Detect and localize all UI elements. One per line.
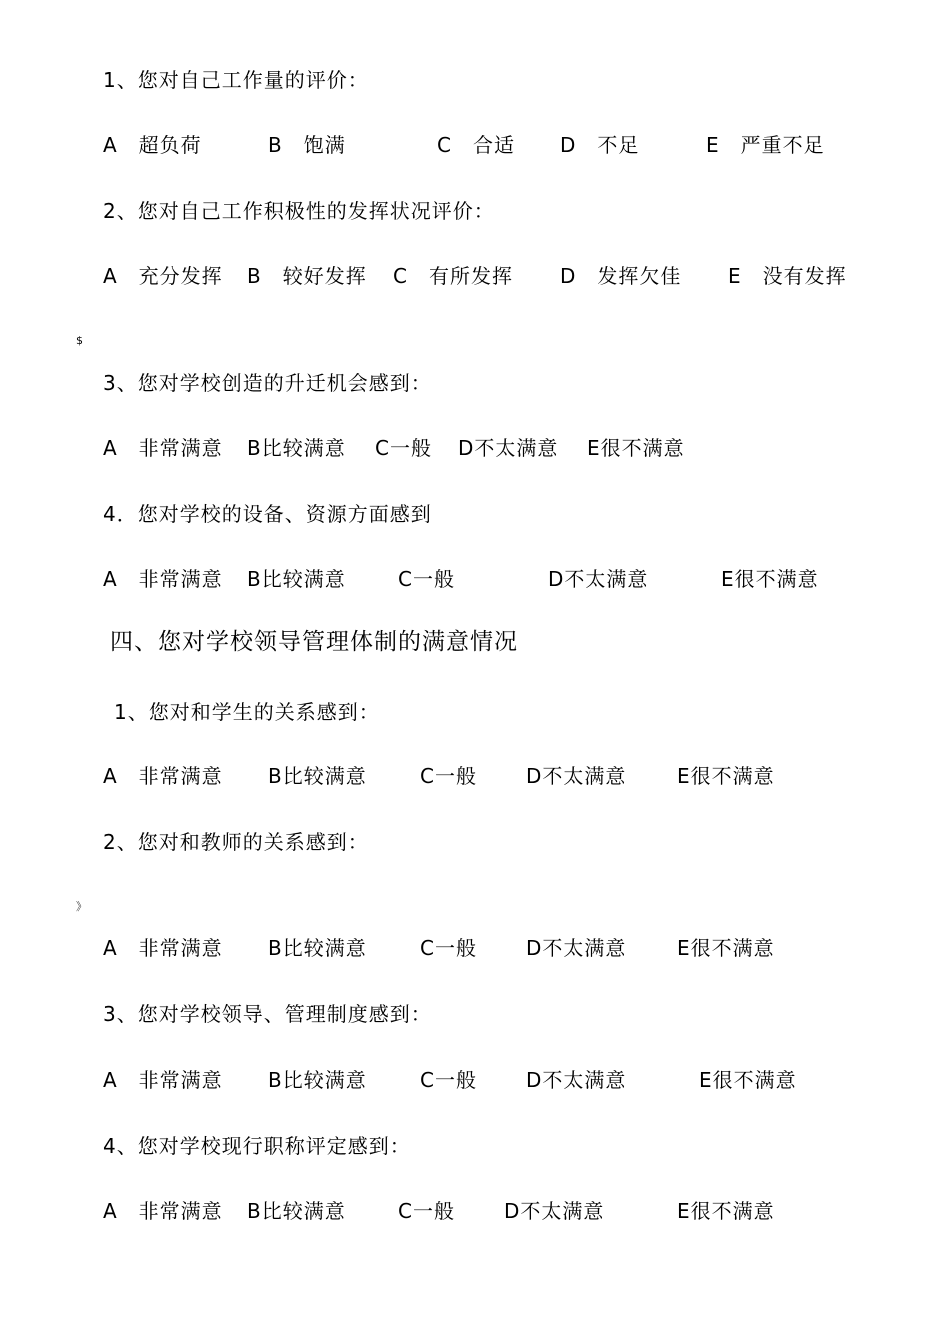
option-a: A 非常满意 (103, 436, 223, 460)
option-a: A 非常满意 (103, 1068, 223, 1092)
option-d: D不太满意 (526, 764, 627, 788)
option-e: E 严重不足 (706, 133, 825, 157)
option-e: E很不满意 (699, 1068, 797, 1092)
option-c: C一般 (375, 436, 432, 460)
option-c: C一般 (398, 1199, 455, 1223)
stray-mark: 》 (76, 900, 88, 913)
option-b: B 较好发挥 (247, 264, 367, 288)
option-b: B 饱满 (268, 133, 346, 157)
option-a: A 充分发挥 (103, 264, 223, 288)
option-c: C 有所发挥 (393, 264, 513, 288)
option-e: E 没有发挥 (728, 264, 847, 288)
option-e: E很不满意 (677, 1199, 775, 1223)
option-b: B比较满意 (247, 1199, 346, 1223)
option-c: C 合适 (437, 133, 515, 157)
option-a: A 非常满意 (103, 764, 223, 788)
option-a: A 非常满意 (103, 1199, 223, 1223)
question-2-text: 2、您对自己工作积极性的发挥状况评价： (103, 199, 495, 223)
option-d: D不太满意 (526, 1068, 627, 1092)
section-question-1-text: 1、您对和学生的关系感到： (114, 700, 380, 724)
option-b: B比较满意 (247, 567, 346, 591)
section-heading: 四、您对学校领导管理体制的满意情况 (110, 629, 518, 655)
option-e: E很不满意 (677, 764, 775, 788)
option-d: D 发挥欠佳 (560, 264, 682, 288)
section-question-2-text: 2、您对和教师的关系感到： (103, 830, 369, 854)
option-b: B比较满意 (247, 436, 346, 460)
option-c: C一般 (398, 567, 455, 591)
option-d: D不太满意 (504, 1199, 605, 1223)
question-1-text: 1、您对自己工作量的评价： (103, 68, 369, 92)
option-b: B比较满意 (268, 1068, 367, 1092)
question-4-text: 4．您对学校的设备、资源方面感到 (103, 502, 432, 526)
section-question-4-text: 4、您对学校现行职称评定感到： (103, 1134, 411, 1158)
section-question-3-text: 3、您对学校领导、管理制度感到： (103, 1002, 432, 1026)
question-3-text: 3、您对学校创造的升迁机会感到： (103, 371, 432, 395)
stray-mark: $ (76, 334, 84, 347)
option-d: D不太满意 (548, 567, 649, 591)
option-c: C一般 (420, 936, 477, 960)
option-d: D不太满意 (526, 936, 627, 960)
option-e: E很不满意 (721, 567, 819, 591)
option-b: B比较满意 (268, 764, 367, 788)
option-a: A 非常满意 (103, 936, 223, 960)
option-a: A 非常满意 (103, 567, 223, 591)
option-a: A 超负荷 (103, 133, 202, 157)
option-e: E很不满意 (587, 436, 685, 460)
option-d: D 不足 (560, 133, 640, 157)
option-b: B比较满意 (268, 936, 367, 960)
option-c: C一般 (420, 1068, 477, 1092)
option-d: D不太满意 (458, 436, 559, 460)
option-e: E很不满意 (677, 936, 775, 960)
option-c: C一般 (420, 764, 477, 788)
